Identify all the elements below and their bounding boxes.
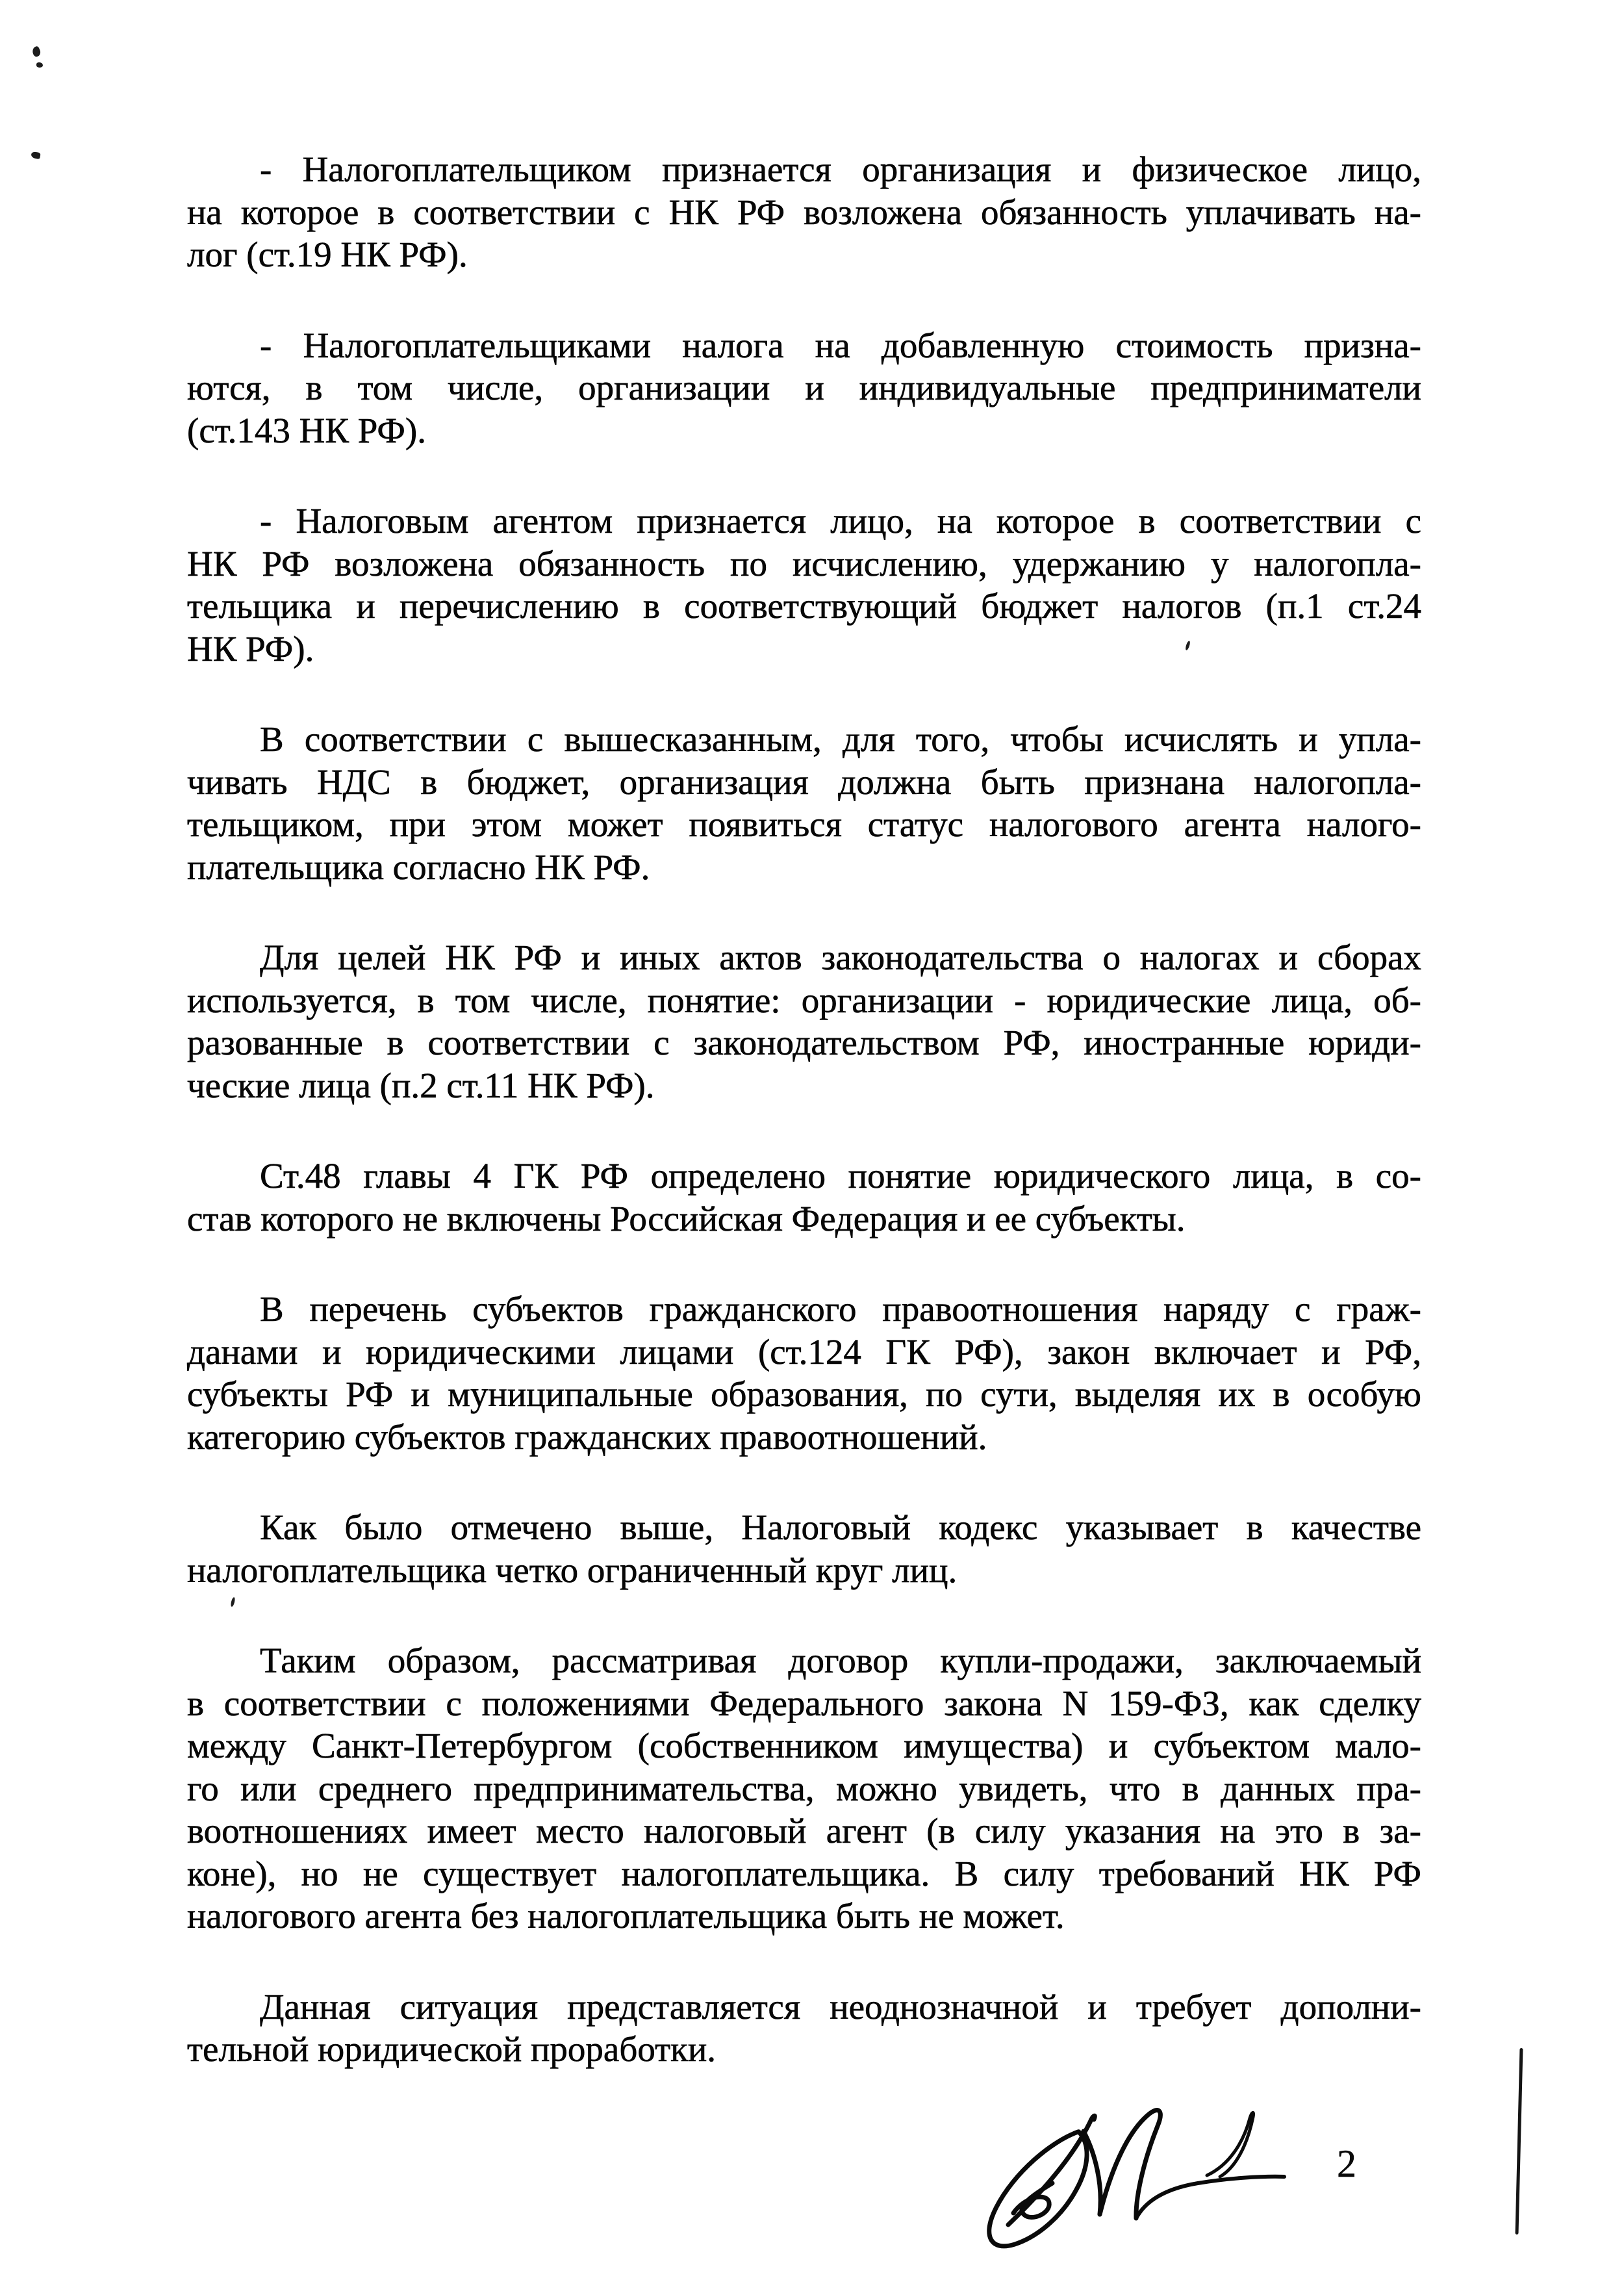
text-line: ются, в том числе, организации и индивидуальные предприниматели: [187, 368, 1421, 407]
text-line: го или среднего предпринимательства, можно увидеть, что в данных пра-: [187, 1768, 1421, 1808]
paragraph: [187, 324, 1421, 452]
text-line: Как было отмечено выше, Налоговый кодекс указывает в качестве: [260, 1507, 1421, 1547]
text-line: разованные в соответствии с законодательством РФ, иностранные юриди-: [187, 1023, 1421, 1062]
text-line: НК РФ).: [187, 628, 314, 669]
text-line: чивать НДС в бюджет, организация должна быть признана налогопла-: [187, 762, 1421, 802]
scan-speckle: [31, 45, 42, 58]
text-line: налогоплательщика четко ограниченный круг лиц.: [187, 1550, 958, 1590]
text-line: данами и юридическими лицами (ст.124 ГК РФ), закон включает и РФ,: [187, 1331, 1421, 1372]
text-line: ческие лица (п.2 ст.11 НК РФ).: [187, 1065, 655, 1105]
text-line: используется, в том числе, понятие: организации - юридические лица, об-: [187, 980, 1421, 1020]
text-line: субъекты РФ и муниципальные образования, по сути, выделяя их в особую: [187, 1374, 1421, 1414]
text-line: тельщиком, при этом может появиться статус налогового агента налого-: [187, 804, 1421, 844]
text-line: Таким образом, рассматривая договор купли-продажи, заключаемый: [260, 1641, 1421, 1680]
text-line: налогового агента без налогоплательщика быть не может.: [187, 1896, 1065, 1936]
text-line: Данная ситуация представляется неоднозначной и требует дополни-: [260, 1986, 1421, 2027]
vertical-pen-mark: [1515, 2048, 1523, 2235]
paragraph: [187, 148, 1421, 276]
text-line: В перечень субъектов гражданского правоотношения наряду с граж-: [260, 1289, 1421, 1329]
text-line: между Санкт-Петербургом (собственником имущества) и субъектом мало-: [187, 1726, 1421, 1765]
text-line: в соответствии с положениями Федерального закона N 159-ФЗ, как сделку: [187, 1683, 1421, 1723]
text-line: В соответствии с вышесказанным, для того, чтобы исчислять и упла-: [260, 719, 1421, 759]
text-line: - Налогоплательщиком признается организация и физическое лицо,: [260, 149, 1421, 189]
paragraph: [187, 1288, 1421, 1458]
text-line: тельщика и перечислению в соответствующий бюджет налогов (п.1 ст.24: [187, 586, 1421, 626]
paragraph: [187, 936, 1421, 1107]
text-line: (ст.143 НК РФ).: [187, 410, 426, 450]
text-line: воотношениях имеет место налоговый агент (в силу указания на это в за-: [187, 1811, 1421, 1851]
paragraph: [187, 1639, 1421, 1938]
text-line: Ст.48 главы 4 ГК РФ определено понятие юридического лица, в со-: [260, 1156, 1421, 1196]
text-line: коне), но не существует налогоплательщика. В силу требований НК РФ: [187, 1853, 1421, 1893]
text-line: - Налоговым агентом признается лицо, на которое в соответствии с: [260, 501, 1421, 541]
paragraph: [187, 1986, 1421, 2071]
text-line: плательщика согласно НК РФ.: [187, 847, 650, 887]
document-text: [187, 148, 1421, 2119]
paragraph: [187, 1506, 1421, 1591]
scan-speckle: [36, 62, 43, 68]
scan-speckle: [31, 151, 41, 159]
paragraph: [187, 1155, 1421, 1240]
text-line: Для целей НК РФ и иных актов законодательства о налогах и сборах: [260, 938, 1421, 977]
text-line: категорию субъектов гражданских правоотношений.: [187, 1416, 987, 1457]
text-line: тельной юридической проработки.: [187, 2029, 717, 2069]
text-line: - Налогоплательщиками налога на добавленную стоимость призна-: [260, 325, 1421, 365]
page-number: 2: [1337, 2142, 1356, 2185]
text-line: лог (ст.19 НК РФ).: [187, 235, 468, 274]
paragraph: [187, 500, 1421, 670]
text-line: НК РФ возложена обязанность по исчислению, удержанию у налогопла-: [187, 543, 1421, 583]
text-line: на которое в соответствии с НК РФ возложена обязанность уплачивать на-: [187, 192, 1421, 232]
handwritten-signature-icon: [948, 2097, 1299, 2253]
text-line: став которого не включены Российская Федерация и ее субъекты.: [187, 1198, 1186, 1238]
paragraph: [187, 718, 1421, 888]
